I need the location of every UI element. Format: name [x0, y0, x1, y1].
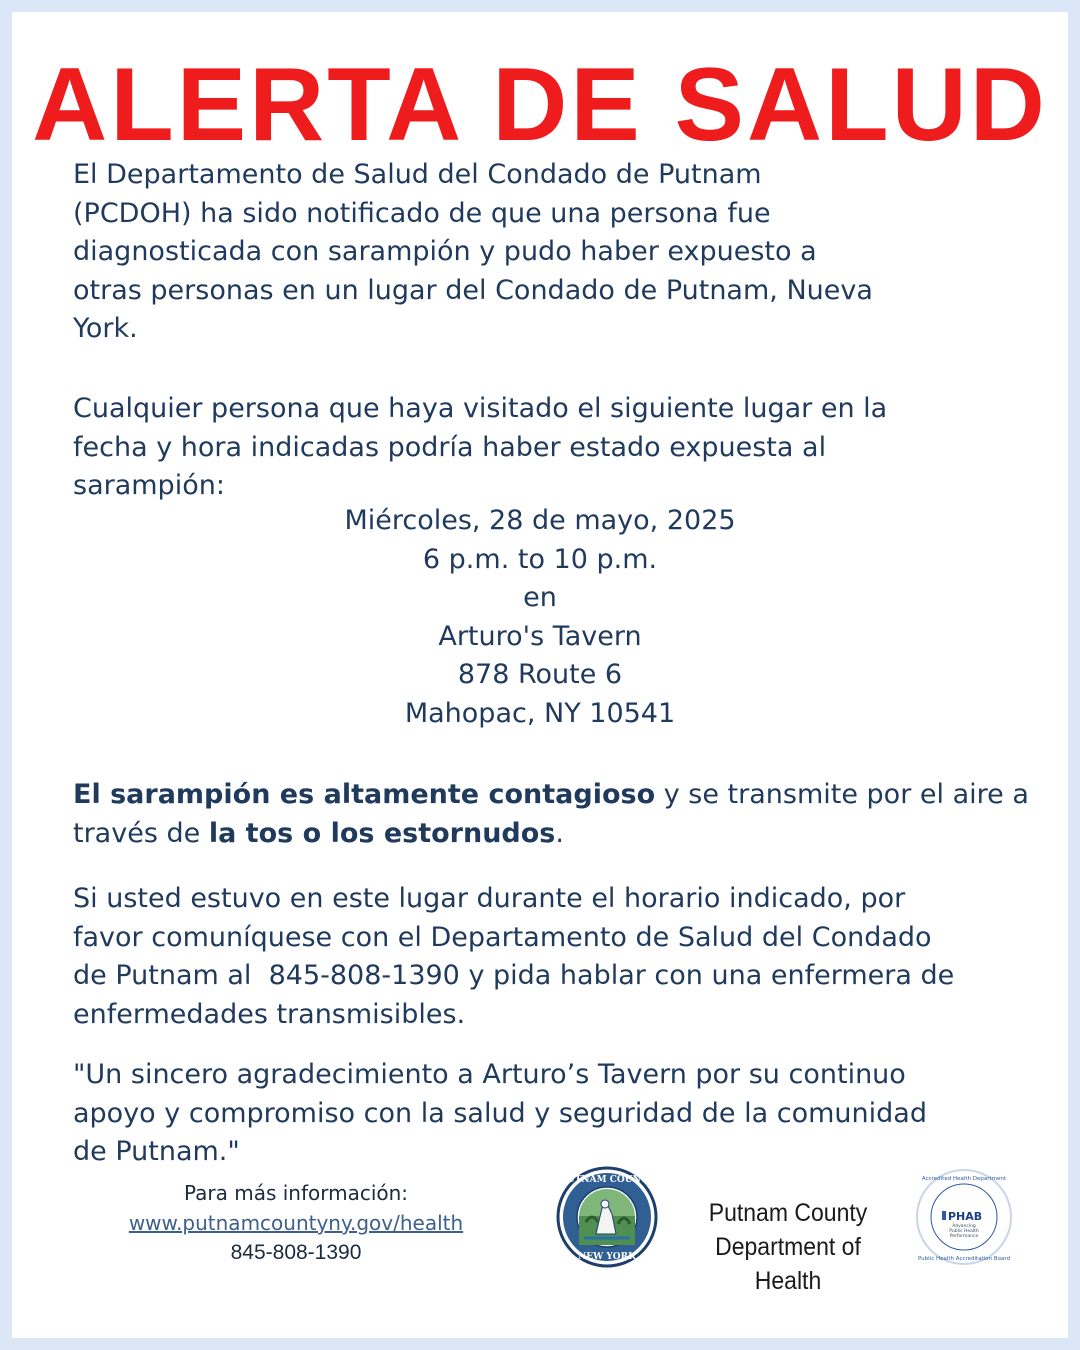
- contagion-text: través de: [73, 817, 209, 849]
- exposure-details: [0, 502, 1080, 733]
- intro-line: (PCDOH) ha sido notificado de que una persona fue: [73, 197, 771, 229]
- phab-wordmark: PHAB: [948, 1210, 983, 1223]
- instructions-line: Si usted estuvo en este lugar durante el horario indicado, por: [73, 883, 906, 914]
- alert-title: ALERTA DE SALUD: [32, 47, 1048, 163]
- phab-ring-text: Accredited Health Department: [921, 1176, 1007, 1182]
- thanks-line: apoyo y compromiso con la salud y seguridad de la comunidad: [73, 1097, 927, 1129]
- contagion-paragraph: [73, 776, 1033, 853]
- intro-line: diagnosticada con sarampión y pudo haber expuesto a: [73, 236, 817, 267]
- contagion-line: [73, 815, 1033, 854]
- phab-badge-icon: [915, 1168, 1013, 1266]
- exposure-date: Miércoles, 28 de mayo, 2025: [344, 505, 736, 536]
- phab-accreditation-logo: [915, 1168, 1013, 1266]
- intro-line: El Departamento de Salud del Condado de Putnam: [73, 159, 762, 190]
- contagion-text: y se transmite por el aire a: [655, 779, 1029, 810]
- contagion-text: .: [555, 817, 564, 849]
- exposure-street: 878 Route 6: [457, 659, 623, 690]
- department-line: Putnam County: [708, 1199, 868, 1227]
- exposure-city: Mahopac, NY 10541: [404, 697, 676, 729]
- exposure-time: 6 p.m. to 10 p.m.: [422, 543, 658, 575]
- instructions-line: favor comuníquese con el Departamento de Salud del Condado: [73, 921, 932, 953]
- seal-ring-text: PUTNAM COUNTY: [560, 1175, 654, 1185]
- exposure-intro-line: fecha y hora indicadas podría haber estado expuesta al: [73, 431, 827, 463]
- phab-tagline: Performance: [949, 1234, 979, 1239]
- department-name: [679, 1196, 896, 1298]
- seal-ring-text: NEW YORK: [578, 1252, 636, 1262]
- county-seal-logo: [556, 1166, 658, 1268]
- thanks-line: "Un sincero agradecimiento a Arturo’s Tavern por su continuo: [73, 1059, 906, 1090]
- phab-tagline: Advancing: [952, 1224, 976, 1229]
- exposure-intro-paragraph: [73, 390, 1033, 506]
- info-label: Para más información:: [183, 1181, 409, 1205]
- thanks-paragraph: [73, 1056, 1033, 1172]
- instructions-paragraph: [73, 880, 1033, 1034]
- county-seal-icon: [556, 1166, 658, 1268]
- department-line: Department of Health: [715, 1233, 861, 1295]
- exposure-intro-line: sarampión:: [73, 470, 225, 501]
- intro-line: York.: [73, 313, 138, 344]
- intro-paragraph: [73, 156, 1033, 349]
- exposure-intro-line: Cualquier persona que haya visitado el siguiente lugar en la: [73, 393, 888, 424]
- footer-contact: [46, 1178, 546, 1268]
- instructions-line: de Putnam al 845-808-1390 y pida hablar con una enfermera de: [73, 960, 955, 991]
- exposure-venue: Arturo's Tavern: [438, 620, 642, 652]
- instructions-line: enfermedades transmisibles.: [73, 998, 466, 1030]
- contagion-emphasis: la tos o los estornudos: [208, 817, 556, 849]
- website-link[interactable]: www.putnamcountyny.gov/health: [128, 1211, 464, 1235]
- thanks-line: de Putnam.": [73, 1136, 240, 1167]
- phab-ring-text: Public Health Accreditation Board: [917, 1256, 1011, 1262]
- exposure-connector: en: [523, 582, 557, 613]
- contagion-emphasis: El sarampión es altamente contagioso: [73, 779, 656, 810]
- contagion-line: [73, 776, 1033, 815]
- footer-phone: 845-808-1390: [230, 1241, 362, 1264]
- phab-tagline: Public Health: [949, 1229, 979, 1234]
- intro-line: otras personas en un lugar del Condado de Putnam, Nueva: [73, 274, 873, 306]
